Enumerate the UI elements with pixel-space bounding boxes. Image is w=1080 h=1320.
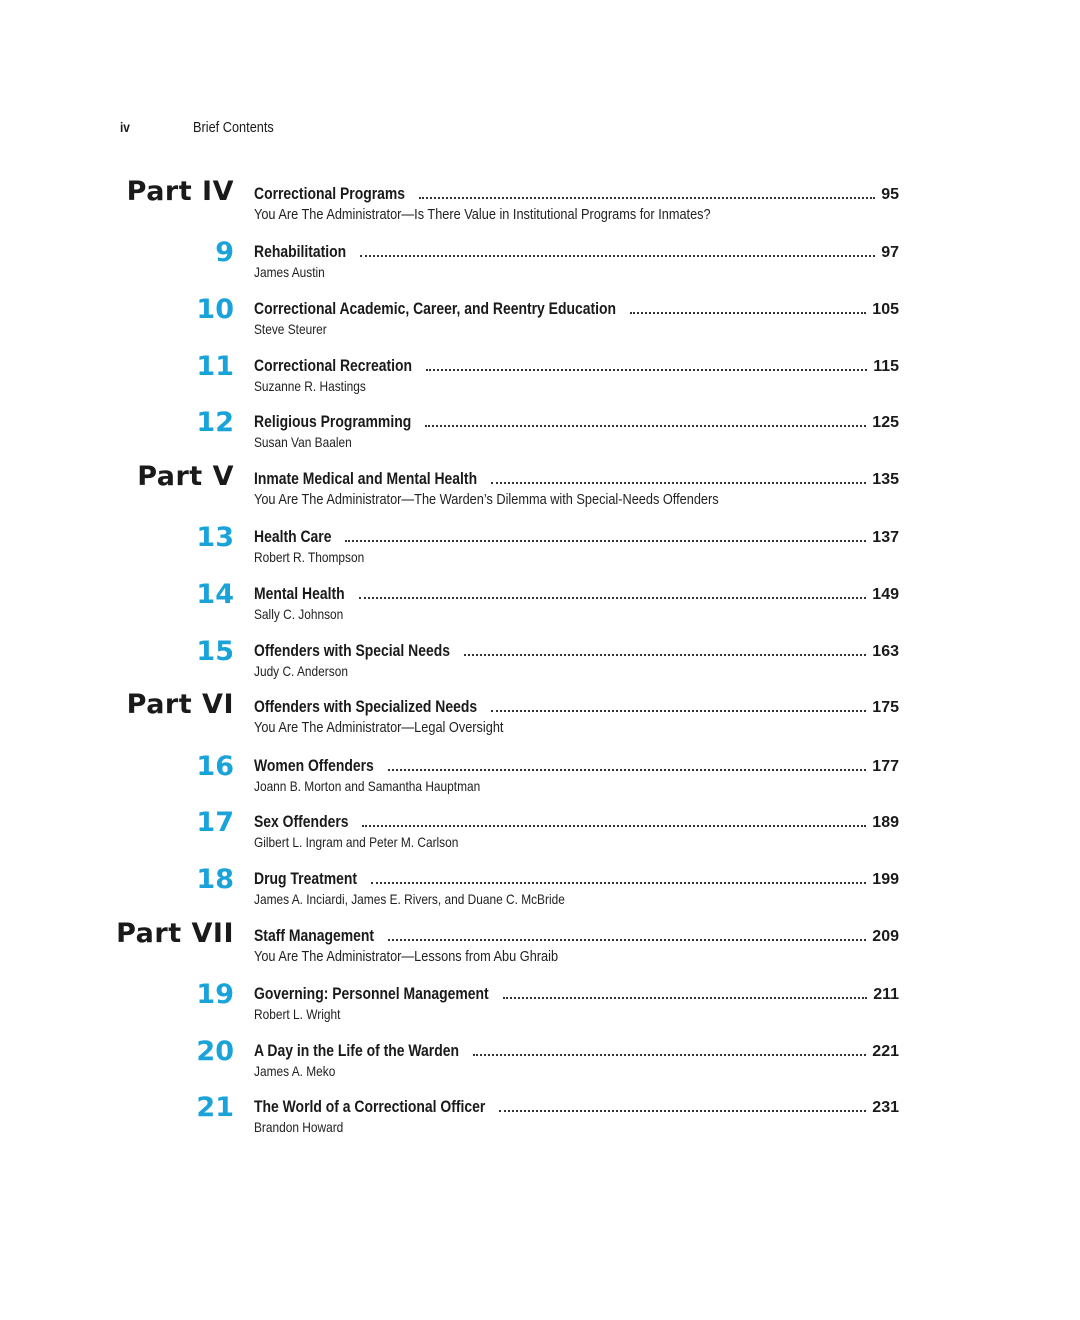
toc-entry [0, 864, 1080, 919]
page-number: 177 [872, 758, 899, 775]
chapter-author: Brandon Howard [254, 1119, 344, 1135]
page-number: 175 [872, 699, 899, 716]
toc-title-line [254, 869, 899, 889]
dot-leader [426, 357, 867, 371]
administrator-feature: You Are The Administrator—The Warden’s Dilemma with Special-Needs Offenders [254, 491, 719, 508]
dot-leader [371, 870, 866, 884]
dot-leader [360, 243, 875, 257]
chapter-number: 11 [196, 351, 234, 382]
toc-title-line [254, 812, 899, 832]
page-number: 97 [881, 244, 899, 261]
page-number: 231 [872, 1099, 899, 1116]
page-number: 95 [881, 186, 899, 203]
chapter-number: 10 [196, 294, 234, 325]
chapter-title: Correctional Academic, Career, and Reentry Education [254, 299, 617, 318]
dot-leader [359, 585, 866, 599]
chapter-number: 20 [196, 1036, 234, 1067]
page-folio: iv [120, 119, 130, 135]
dot-leader [630, 300, 866, 314]
chapter-number: 14 [196, 579, 234, 610]
toc-title-line [254, 756, 899, 776]
toc-title-line [254, 184, 899, 204]
part-title: Staff Management [254, 926, 375, 945]
toc-entry [0, 1036, 1080, 1091]
chapter-title: Sex Offenders [254, 812, 349, 831]
toc-title-line [254, 926, 899, 946]
chapter-author: James A. Inciardi, James E. Rivers, and Duane C. McBride [254, 891, 565, 907]
toc-title-line [254, 1041, 899, 1061]
chapter-title: Correctional Recreation [254, 356, 413, 375]
chapter-title: Women Offenders [254, 756, 374, 775]
part-label: Part VII [116, 918, 234, 949]
toc-entry [0, 522, 1080, 577]
chapter-title: Rehabilitation [254, 242, 347, 261]
dot-leader [362, 813, 866, 827]
chapter-title: A Day in the Life of the Warden [254, 1041, 459, 1060]
toc-entry [0, 351, 1080, 406]
page-number: 105 [872, 301, 899, 318]
page-number: 189 [872, 814, 899, 831]
chapter-title: Governing: Personnel Management [254, 984, 489, 1003]
toc-title-line [254, 641, 899, 661]
running-title: Brief Contents [193, 118, 274, 136]
toc-entry [0, 689, 1080, 747]
chapter-number: 18 [196, 864, 234, 895]
toc-entry [0, 461, 1080, 519]
chapter-number: 13 [196, 522, 234, 553]
toc-entry [0, 294, 1080, 349]
chapter-author: Robert R. Thompson [254, 549, 365, 565]
toc-entry [0, 407, 1080, 462]
chapter-number: 9 [215, 237, 234, 268]
chapter-author: Gilbert L. Ingram and Peter M. Carlson [254, 834, 459, 850]
toc-entry [0, 979, 1080, 1034]
page-number: 209 [872, 928, 899, 945]
chapter-author: Robert L. Wright [254, 1006, 341, 1022]
part-title: Correctional Programs [254, 184, 406, 203]
administrator-feature: You Are The Administrator—Lessons from Abu Ghraib [254, 948, 559, 965]
chapter-author: James A. Meko [254, 1063, 336, 1079]
dot-leader [464, 642, 866, 656]
chapter-title: The World of a Correctional Officer [254, 1097, 486, 1116]
chapter-title: Drug Treatment [254, 869, 358, 888]
part-label: Part VI [126, 689, 234, 720]
chapter-title: Religious Programming [254, 412, 412, 431]
chapter-author: Sally C. Johnson [254, 606, 344, 622]
page-number: 163 [872, 643, 899, 660]
toc-title-line [254, 584, 899, 604]
page-number: 221 [872, 1043, 899, 1060]
toc-entry [0, 237, 1080, 292]
dot-leader [473, 1042, 866, 1056]
administrator-feature: You Are The Administrator—Legal Oversight [254, 719, 504, 736]
page-number: 199 [872, 871, 899, 888]
toc-entry [0, 751, 1080, 806]
toc-entry [0, 918, 1080, 976]
dot-leader [388, 757, 867, 771]
toc-title-line [254, 469, 899, 489]
toc-title-line [254, 299, 899, 319]
part-title: Inmate Medical and Mental Health [254, 469, 478, 488]
chapter-number: 17 [196, 807, 234, 838]
chapter-number: 12 [196, 407, 234, 438]
dot-leader [419, 185, 875, 199]
toc-title-line [254, 242, 899, 262]
toc-title-line [254, 697, 899, 717]
dot-leader [491, 470, 866, 484]
chapter-author: Joann B. Morton and Samantha Hauptman [254, 778, 481, 794]
dot-leader [499, 1098, 866, 1112]
part-label: Part IV [126, 176, 234, 207]
toc-entry [0, 579, 1080, 634]
dot-leader [345, 528, 866, 542]
chapter-number: 19 [196, 979, 234, 1010]
chapter-number: 15 [196, 636, 234, 667]
toc-entry [0, 636, 1080, 691]
toc-title-line [254, 412, 899, 432]
toc-title-line [254, 356, 899, 376]
part-title: Offenders with Specialized Needs [254, 697, 478, 716]
chapter-author: Steve Steurer [254, 321, 327, 337]
dot-leader [425, 413, 866, 427]
page-number: 125 [872, 414, 899, 431]
toc-title-line [254, 527, 899, 547]
toc-entry [0, 807, 1080, 862]
dot-leader [491, 698, 866, 712]
page-number: 115 [873, 358, 899, 375]
chapter-title: Offenders with Special Needs [254, 641, 450, 660]
chapter-author: Susan Van Baalen [254, 434, 352, 450]
administrator-feature: You Are The Administrator—Is There Value in Institutional Programs for Inmates? [254, 206, 711, 223]
page-number: 211 [873, 986, 899, 1003]
part-label: Part V [137, 461, 234, 492]
chapter-author: Judy C. Anderson [254, 663, 348, 679]
page-number: 149 [872, 586, 899, 603]
dot-leader [388, 927, 867, 941]
page-number: 137 [872, 529, 899, 546]
chapter-author: James Austin [254, 264, 325, 280]
chapter-title: Health Care [254, 527, 332, 546]
chapter-number: 21 [196, 1092, 234, 1123]
toc-title-line [254, 984, 899, 1004]
chapter-number: 16 [196, 751, 234, 782]
chapter-author: Suzanne R. Hastings [254, 378, 366, 394]
dot-leader [503, 985, 868, 999]
toc-entry [0, 1092, 1080, 1147]
chapter-title: Mental Health [254, 584, 345, 603]
page-number: 135 [872, 471, 899, 488]
running-head [120, 117, 288, 137]
toc-entry [0, 176, 1080, 234]
toc-title-line [254, 1097, 899, 1117]
